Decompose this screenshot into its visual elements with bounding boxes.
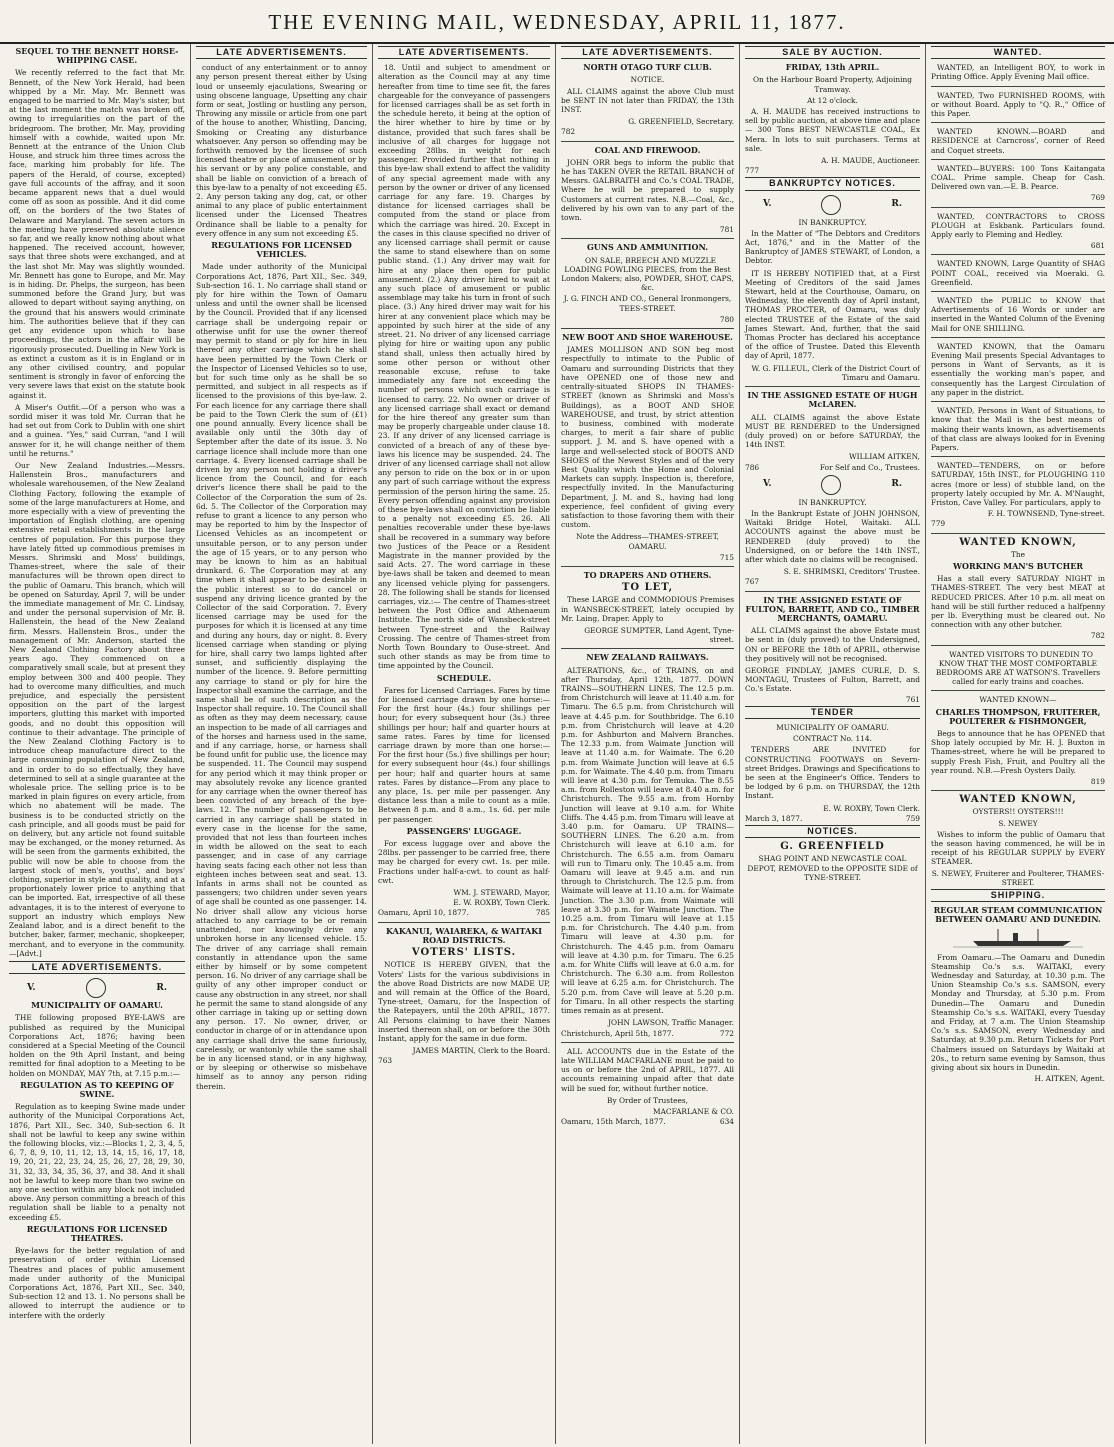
- steamship-icon: [943, 928, 1093, 950]
- wanted-ad: WANTED KNOWN, that the Oamaru Evening Mail presents Special Advantages to persons in Want of Servants, as it is essentially the working man's paper, and consequently has the Largest Circulation of any paper in the district.: [931, 341, 1105, 397]
- ad-title: NEW BOOT AND SHOE WAREHOUSE.: [562, 332, 733, 343]
- royal-crest: [745, 195, 920, 215]
- notice-date: March 3, 1877. 759: [745, 813, 920, 823]
- ad-number: 772: [719, 1028, 734, 1038]
- article-paragraph: Our New Zealand Industries.—Messrs. Hallenstein Bros., manufacturers and wholesale warehousemen, of the New Zealand Clothing Factory, following the example of some of the large manufacturers at Home, and more especially with a view of preventing the importation of English clothing, are opening extensive retail establishments in the large centres of population. For this purpose they have lately fitted up commodious premises in Messrs. Shrimski and Moss' buildings, Thames-street, where the sale of their manufactures will be thrown open direct to the public of Oamaru. This branch, which will be opened on Saturday, April 7, will be under the immediate management of Mr. C. Lindsay, and under the personal supervision of Mr. B. Hallenstein, the head of the New Zealand firm. Messrs. Hallenstein Bros., under the management of Mr. Anderson, started the New Zealand Clothing Factory about three years ago. They commenced on a comparatively small scale, but at present they employ between 300 and 400 people. They had to overcome many difficulties, and much prejudice, and especially the persistent opposition on the part of the largest importers, glutting this market with imported goods, and no doubt this opposition will continue to their advantage. The principle of the New Zealand Clothing Factory is to introduce cheap manufacture direct to the large consuming population of New Zealand, and in order to do so effectually, they have determined to sell at a single guarantee at the wholesale price. The selling price is to be marked in plain figures on every article, from which no abatement will be made. The business is to be conducted strictly on the cash principle, and all goods must be paid for on delivery, but any article not found suitable may be exchanged, or the money returned. As will be seen from the garments exhibited, the public will now be able to choose from the largest stock of men's, youths', and boys' clothing, superior in style and quality, and at a proportionately lower price to anything that can be imported. Eat, irrespective of all these advantages, it is to the interest of everyone to support an industry which employs New Zealand labor, and is a direct benefit to the butcher, baker, farmer, mechanic, shopkeeper, merchant, and to everyone in the community.—[Advt.]: [9, 460, 185, 958]
- column-6: [926, 44, 1110, 1444]
- notice-title: IN THE ASSIGNED ESTATE OF HUGH McLAREN.: [747, 390, 918, 410]
- notice-text: In the Bankrupt Estate of JOHN JOHNSON, Waitaki Bridge Hotel, Waitaki. ALL ACCOUNTS against the above must be RENDERED (duly proved) to the Undersigned, on or before the 14th INST., after which date no claims will be recognised.: [745, 508, 920, 564]
- vr-right: R.: [891, 199, 902, 210]
- ad-number: 779: [931, 519, 946, 529]
- masthead: [0, 0, 1114, 44]
- ad-subtitle: NOTICE.: [630, 75, 665, 85]
- ad-number: 781: [719, 225, 734, 235]
- ad-title: WANTED KNOWN—: [979, 695, 1057, 705]
- vr-left: V.: [763, 479, 772, 490]
- ad-number: 777: [745, 166, 760, 176]
- ad-text: JAMES MOLLISON AND SON beg most respectfully to intimate to the Public of Oamaru and surrounding Districts that they have OPENED one of those new and centrally-situated SHOPS IN THAMES-STREET (known as Shrimski and Moss's Buildings), as a BOOT AND SHOE WAREHOUSE, and trust, by strict attention to business, combined with moderate charges, to merit a fair share of public support. J. M. and S. have opened with a large and well-selected stock of BOOTS AND SHOES of the Newest Styles and of the very Best Quality which the Home and Colonial Markets can supply. Inspection is, therefore, respectfully invited. In the Manufacturing Department, J. M. and S., having had long experience, feel confident of giving every satisfaction to those favoring them with their custom.: [561, 345, 734, 530]
- ad-title: G. GREENFIELD: [780, 841, 885, 853]
- notice-text: Made under authority of the Municipal Corporations Act, 1876, Part XII., Sec. 349, Sub-section 16. 1. No carriage shall stand or ply for hire within the Town of Oamaru unless and until the owner shall be licensed by the Council. Provided that if any licensed carriage shall be undergoing repair or otherwise unfit for use the owner thereof may permit to stand or ply for hire in lieu thereof any other carriage which he shall have been permitted by the Town Clerk or the Inspector of Licensed Vehicles so to use, but for such time only as he shall be so permitted, and subject in all respects as if licensed to the provisions of this bye-law. 2. For each licence for any carriage there shall be paid to the Town Clerk the sum of (£1) one pound annually. Every licence shall be available only until the 30th day of September after the date of its issue. 3. No carriage licence shall include more than one carriage. 4. Every licensed carriage shall be driven by any person not holding a driver's licence from the Council, and for each driver's licence there shall be paid to the Collector of the Corporation the sum of 2s. 6d. 5. The Collector of the Corporation may refuse to grant a licence to any person who may be reported to him by the Inspector of Licensed Vehicles as an incompetent or unsuitable person, or to any person under the age of 15 years, or to any person who may be known to him as an habitual drunkard. 6. The Corporation may at any time when it shall appear to be desirable in the public interest so to do cancel or suspend any driving licence granted by the Collector of the said Corporation. 7. Every licensed carriage may be used for the purposes for which it is licensed at any time and during any hours, day or night. 8. Every licensed carriage when standing or plying for hire, shall carry two lamps lighted after sunset, and sufficiently displaying the number of the licence. 9. Before permitting any carriage to stand or ply for hire the Inspector shall examine the carriage, and the same shall be of such description as the Inspector shall require. 10. The Council shall as often as they may deem necessary, cause an inspection to be made of all carriages and of the horses and harness used in the same, and if any carriage, horse, or harness shall be found unfit for public use, the licence may be suspended. 11. The Council may suspend for any period which it may think proper or may absolutely revoke any licence granted for any carriage when the owner thereof has been convicted of any breach of the bye-laws. 12. The number of passengers to be carried in any carriage shall be stated in every case in the license for the same, provided that not less than fourteen inches in width be allowed on the seat to each passenger, and in case of any carriage having seats facing each other not less than eighteen inches between seat and seat. 13. Infants in arms shall not be counted as passengers; two children under seven years of age shall be counted as one passenger. 14. No driver shall allow any vicious horse attached to any carriage to be or remain unattended, nor knowingly drive any unbroken horse in any licensed vehicle. 15. The driver of any carriage shall remain constantly in attendance upon the same either by himself or by some competent person. 16. No driver of any carriage shall be guilty of any other improper conduct or cause any obstruction in any street, nor shall he permit the same to stand alongside of any other carriage in taking up or setting down any person. 17. No owner, driver, or conductor in charge of or in attendance upon any carriage shall drive the same furiously, carelessly, or wantonly while the same shall be in any licensed stand, or in any highway, or by sleeping or otherwise so misbehave himself as to annoy any person riding therein.: [196, 262, 367, 1091]
- ad-number: 681: [1090, 241, 1105, 251]
- article-title: SEQUEL TO THE BENNETT HORSE-WHIPPING CASE.: [15, 46, 179, 66]
- notice-title: REGULATION AS TO KEEPING OF SWINE.: [20, 1079, 174, 1099]
- ad-title: NEW ZEALAND RAILWAYS.: [586, 652, 709, 663]
- wanted-ad: WANTED VISITORS TO DUNEDIN TO KNOW THAT THE MOST COMFORTABLE BEDROOMS ARE AT WATSON'S. Travellers called for early trains and coaches.: [935, 649, 1101, 687]
- signature-role: 786 For Self and Co., Trustees.: [745, 462, 920, 472]
- notice-title: MUNICIPALITY OF OAMARU.: [31, 1000, 163, 1011]
- vr-right: R.: [891, 479, 902, 490]
- notice-title: KAKANUI, WAIAREKA, & WAITAKI ROAD DISTRICTS.: [386, 925, 542, 945]
- ad-number: 786: [745, 462, 760, 472]
- section-header: NOTICES.: [745, 825, 920, 838]
- article-paragraph: We recently referred to the fact that Mr. Bennett, of the New York Herald, had been whipped by a Mr. May. Mr. Bennett was engaged to be married to Mr. May's sister, but at the last moment the match was broken off, owing to irregularities on the part of the bridegroom. The brother, Mr. May, providing himself with a cowhide, waited upon Mr. Bennett at the entrance of the Union Club House, and struck him three times across the face, marking him probably for life. The papers of the Herald, of course, excepted) gave full accounts of the affray, and it soon became apparent news that a duel would come off as soon as possible. And it did come off, on the borders of the two States of Delaware and Maryland. The seven actors in the meeting have preserved absolute silence so far, and we really know nothing about what happened. The received account, however, says that three shots were exchanged, and at the last shot Mr. May was slightly wounded. Mr. Bennett has gone to Europe, and Mr. May is in hiding. Dr. Phelps, the surgeon, has been summoned before the Grand Jury, but was allowed to depart without saying anything, on the ground that his answers would criminate him. The authorities believe that if they can get any evidence upon which to base proceedings, the actors in the affair will be rigorously prosecuted. Duelling in New York is as extinct a custom as it is in England or in any other civilised country, and popular sentiment is strongly in favor of enforcing the very severe laws that exist on the statute book against it.: [9, 68, 185, 400]
- wanted-ad: Begs to announce that he has OPENED that Shop lately occupied by Mr. H. J. Buxton in Thames-street, where he will be prepared to supply Fresh Fish, Fruit, and Poultry all the year round. N.B.—Fresh Oysters Daily.: [931, 728, 1105, 775]
- column-5: [740, 44, 926, 1444]
- section-header: SHIPPING.: [931, 889, 1105, 902]
- ad-number: 782: [561, 127, 576, 137]
- ad-number: 780: [719, 314, 734, 324]
- wanted-ad: WANTED, an Intelligent BOY, to work in Printing Office. Apply Evening Mail office.: [931, 63, 1105, 82]
- signature: G. GREENFIELD, Secretary.: [628, 117, 734, 127]
- wanted-ad: WANTED the PUBLIC to KNOW that Advertisements of 16 Words or under are inserted in the Wanted Column of the Evening Mail for ONE SHILLING.: [931, 296, 1105, 333]
- notice-date: Oamaru, 15th March, 1877. 634: [561, 1117, 734, 1127]
- ad-title: FRIDAY, 13th APRIL.: [785, 62, 880, 73]
- notice-title: IN BANKRUPTCY.: [798, 217, 867, 227]
- signature: MACFARLANE & CO.: [653, 1106, 734, 1116]
- masthead-title: THE EVENING MAIL, WEDNESDAY, APRIL 11, 1877.: [268, 10, 846, 34]
- section-header: WANTED.: [931, 46, 1105, 59]
- ad-title: GUNS AND AMMUNITION.: [586, 242, 709, 253]
- ad-subtitle: The: [1010, 549, 1026, 559]
- signature: S. E. SHRIMSKI, Creditors' Trustee.: [783, 567, 920, 577]
- section-header: LATE ADVERTISEMENTS.: [9, 961, 185, 974]
- signature: E. W. ROXBY, Town Clerk.: [453, 898, 550, 908]
- vr-right: R.: [156, 982, 167, 993]
- column-3: [373, 44, 556, 1444]
- notice-text: Fares for Licensed Carriages. Fares by time for licensed carriage drawn by one horse:— For the first hour (4s.) four shillings per hour; for every subsequent hour (3s.) three shillings per hour; half and quarter hours at same rates. Fares by time for licensed carriage drawn by more than one horse:— For the first hour (5s.) five shillings per hour; for every subsequent hour (4s.) four shillings per hour; half and quarter hours at same rates. Fares by distance—From any place to any place, 1s. per mile per passenger. Any distance less than a mile to count as a mile. Between 8 p.m. and 8 a.m., 1s. 6d. per mile per passenger.: [378, 685, 550, 824]
- ad-number: 785: [535, 908, 550, 918]
- ad-number: 759: [905, 813, 920, 823]
- ad-text: ALL CLAIMS against the above Club must be SENT IN not later than FRIDAY, the 13th INST.: [561, 86, 734, 115]
- wanted-ad: WANTED—BUYERS: 100 Tons Kaitangata COAL. Prime sample. Cheap for Cash. Delivered own van.—E. B. Pearce.: [931, 163, 1105, 192]
- signature: F. H. TOWNSEND, Tyne-street.: [987, 509, 1105, 519]
- signature: J. G. FINCH AND CO., General Ironmongers, TEES-STREET.: [563, 294, 732, 313]
- ad-subtitle: At 12 o'clock.: [807, 95, 858, 105]
- signature: JOHN LAWSON, Traffic Manager.: [608, 1018, 734, 1028]
- ad-title: REGULAR STEAM COMMUNICATION BETWEEN OAMARU AND DUNEDIN.: [933, 905, 1103, 925]
- ad-subtitle: CHARLES THOMPSON, FRUITERER, POULTERER & FISHMONGER,: [935, 706, 1101, 726]
- signature: GEORGE FINDLAY, JAMES CURLE, D. S. MONTAGU, Trustees of Fulton, Barrett, and Co.'s Estate.: [745, 665, 920, 694]
- ad-number: 782: [1090, 631, 1105, 641]
- wanted-ad: Wishes to inform the public of Oamaru that the season having commenced, he will be in receipt of his REGULAR SUPPLY by EVERY STEAMER.: [931, 829, 1105, 867]
- section-header: LATE ADVERTISEMENTS.: [378, 46, 550, 59]
- crest-icon: [821, 475, 841, 495]
- ad-subtitle: TO LET,: [621, 582, 674, 594]
- royal-crest: [745, 475, 920, 495]
- ad-text: These LARGE and COMMODIOUS Premises in WANSBECK-STREET, lately occupied by Mr. Laing, Draper. Apply to: [561, 595, 734, 623]
- ad-text: ALL ACCOUNTS due in the Estate of the late WILLIAM MACFARLANE must be paid to us on or before the 2nd of APRIL, 1877. All accounts remaining unpaid after that date will be sued for, without further notice.: [561, 1046, 734, 1093]
- notice-text: In the Matter of "The Debtors and Creditors Act, 1876," and in the Matter of the Bankruptcy of JAMES STEWART, of London, a Debtor.: [745, 228, 920, 266]
- ad-title: TO DRAPERS AND OTHERS.: [583, 569, 712, 580]
- notice-text: ALL CLAIMS against the above Estate must be sent in (duly proved) to the Undersigned, ON or BEFORE the 18th of APRIL, otherwise they positively will not be recognised.: [745, 626, 920, 663]
- ad-number: 819: [1090, 777, 1105, 786]
- ad-subtitle: S. NEWEY: [998, 818, 1038, 828]
- notice-title: REGULATIONS FOR LICENSED VEHICLES.: [211, 240, 352, 260]
- ad-text: From Oamaru.—The Oamaru and Dunedin Steamship Co.'s s.s. WAITAKI, every Wednesday and Saturday, at 10.30 p.m. The Union Steamship Co.'s s.s. SAMSON, every Monday and Thursday, at 5.30 p.m. From Dunedin—The Oamaru and Dunedin Steamship Co.'s s.s. WAITAKI, every Tuesday and Friday, at 7 a.m. The Union Steamship Co.'s s.s. SAMSON, every Wednesday and Saturday, at 9.30 p.m. Return Tickets for Port Chalmers issued on Saturdays by Waitaki at 20s., to return same evening by Samson, thus giving about six hours in Dunedin.: [931, 952, 1105, 1073]
- ad-text: ON SALE, BREECH AND MUZZLE LOADING FOWLING PIECES, from the Best London Makers; also, POWDER, SHOT, CAPS, &c.: [561, 255, 734, 293]
- notice-text: ALL CLAIMS against the above Estate MUST BE RENDERED to the Undersigned (duly proved) on or before SATURDAY, the 14th INST.: [745, 412, 920, 450]
- ad-title: NORTH OTAGO TURF CLUB.: [583, 62, 712, 73]
- ad-subtitle: OYSTERS!! OYSTERS!!!: [972, 807, 1064, 817]
- ad-text: SHAG POINT AND NEWCASTLE COAL DEPOT, REMOVED to the OPPOSITE SIDE of TYNE-STREET.: [747, 854, 918, 882]
- ad-number: 763: [378, 1056, 393, 1066]
- ad-text: A. H. MAUDE has received instructions to sell by public auction, at above time and place— 300 Tons BEST NEWCASTLE COAL, Ex Mera. In lots to suit purchasers. Terms at sale.: [745, 107, 920, 153]
- wanted-ad: WANTED—TENDERS, on or before SATURDAY, 15th INST., for PLOUGHING 110 acres (more or less) of stubble land, on the property lately occupied by Mr. A. M'Naught, Friston, Cave Valley. For particulars, apply to: [931, 461, 1105, 507]
- signature: WILLIAM AITKEN,: [849, 452, 920, 462]
- ad-address: Note the Address—THAMES-STREET, OAMARU.: [576, 532, 719, 551]
- notice-subtitle: CONTRACT No. 114.: [793, 734, 872, 744]
- ad-number: 767: [745, 577, 760, 587]
- ad-subtitle: By Order of Trustees,: [607, 1095, 688, 1105]
- column-2: [191, 44, 373, 1444]
- article-paragraph: A Miser's Outfit.—Of a person who was a sordid miser it was told Mr. Curran that he had set out from Cork to Dublin with one shirt and a guinea. "Yes," said Curran, "and I will answer for it, he will change neither of them until he returns.": [9, 402, 185, 458]
- notice-title: SCHEDULE.: [436, 672, 492, 683]
- ad-title: COAL AND FIREWOOD.: [594, 144, 701, 155]
- signature: JAMES MARTIN, Clerk to the Board.: [412, 1046, 550, 1056]
- signature: S. NEWEY, Fruiterer and Poulterer, THAMES-STREET.: [931, 868, 1105, 887]
- wanted-ad: Has a stall every SATURDAY NIGHT in THAMES-STREET. The very best MEAT at REDUCED PRICES. After 10 p.m. all meat on hand will be still further reduced a halfpenny per lb. Everything must be cleared out. No connection with any other butcher.: [931, 574, 1105, 630]
- notice-title: IN BANKRUPTCY.: [798, 497, 867, 507]
- ad-number: 715: [719, 552, 734, 562]
- notice-title: VOTERS' LISTS.: [411, 947, 517, 959]
- ad-title: WANTED KNOWN,: [959, 794, 1077, 806]
- notice-text: THE following proposed BYE-LAWS are published as required by the Municipal Corporations Act, 1876; having been considered at a Special Meeting of the Council holden on the 9th April Instant, and being remitted for final adoption to a Meeting to be holden on MONDAY, MAY 7th, at 7.15 p.m.:—: [9, 1013, 185, 1078]
- section-header: LATE ADVERTISEMENTS.: [561, 46, 734, 59]
- notice-date: Christchurch, April 5th, 1877. 772: [561, 1028, 734, 1038]
- vr-left: V.: [763, 199, 772, 210]
- ad-text: ALTERATIONS, &c., of TRAINS, on and after Thursday, April 12th, 1877. DOWN TRAINS—SOUTHERN LINES. The 12.5 p.m. from Christchurch will leave at 11.40 a.m. for Timaru. The 6.5 p.m. from Christchurch will leave at 4.45 p.m. for Southbridge. The 6.10 p.m. from Christchurch will leave at 4.20 p.m. for Ashburton and Malvern Branches. The 12.33 p.m. from Waimate Junction will leave at 11.40 a.m. for Waimate. The 6.20 p.m. from Waimate Junction will leave at 6.5 p.m. for Waimate. The 4.40 p.m. from Timaru will leave at 4.30 p.m. for Temuka. The 8.55 a.m. from Rolleston will leave at 8.40 a.m. for Christchurch. The 9.55 a.m. from Hornby Junction will leave at 9.10 a.m. for White Cliffs. The 4.45 p.m. from Timaru will leave at 3.40 p.m. for Oamaru. UP TRAINS—SOUTHERN LINES. The 6.20 a.m. from Christchurch will leave at 6.10 a.m. for Christchurch. The 6.55 a.m. from Oamaru will run to Timaru only. The 10.45 a.m. from Oamaru will leave at 9.45 a.m. and run through to Christchurch. The 12.5 p.m. from Waimate will leave at 11.10 a.m. for Waimate Junction. The 3.30 p.m. from Waimate will leave at 3.30 p.m. for Waimate Junction. The 10.25 a.m. from Timaru will leave at 1.15 p.m. for Christchurch. The 4.40 p.m. from Timaru will leave at 4.30 p.m. for Christchurch. The 4.45 p.m. from Oamaru will leave at 4.30 p.m. for Timaru. The 6.25 a.m. for White Cliffs will leave at 6.0 a.m. for Christchurch. The 6.30 a.m. from Rolleston will leave at 6.25 a.m. for Christchurch. The 5.20 p.m. from Cave will leave at 5.20 p.m. for Timaru. In all other respects the starting times remain as at present.: [561, 665, 734, 1016]
- notice-title: IN THE ASSIGNED ESTATE OF FULTON, BARRETT, AND CO., TIMBER MERCHANTS, OAMARU.: [745, 594, 920, 623]
- ad-subtitle: WORKING MAN'S BUTCHER: [953, 560, 1083, 571]
- notice-text: IT IS HEREBY NOTIFIED that, at a First Meeting of Creditors of the said James Stewart, held at the Courthouse, Oamaru, on Wednesday, the eleventh day of April instant, THOMAS PROCTER, of Oamaru, was duly elected TRUSTEE of the Estate of the said James Stewart. And, further, that the said Thomas Procter has declared his acceptance of the office of Trustee. Dated this Eleventh day of April, 1877.: [745, 268, 920, 361]
- notice-title: MUNICIPALITY OF OAMARU.: [776, 722, 889, 732]
- notice-text: NOTICE IS HEREBY GIVEN, that the Voters' Lists for the various subdivisions in the above Road Districts are now MADE UP, and will remain at the Office of the Board, Tyne-street, Oamaru, for the Inspection of the Ratepayers, until the 20th APRIL, 1877. All Persons claiming to have their Names inserted thereon shall, on or before the 30th Instant, apply for the same in due form.: [378, 960, 550, 1043]
- signature: W. G. FILLEUL, Clerk of the District Court of Timaru and Oamaru.: [751, 363, 920, 382]
- signature: H. AITKEN, Agent.: [1034, 1074, 1105, 1084]
- notice-title: PASSENGERS' LUGGAGE.: [406, 825, 522, 836]
- wanted-ad: WANTED KNOWN.—BOARD and RESIDENCE at Carncross', corner of Reed and Coquet streets.: [931, 127, 1105, 155]
- royal-crest: [9, 978, 185, 998]
- vr-left: V.: [27, 982, 36, 993]
- wanted-ad: WANTED, Two FURNISHED ROOMS, with or without Board. Apply to "Q. R.," Office of this Paper.: [931, 90, 1105, 119]
- wanted-ad: WANTED, CONTRACTORS to CROSS PLOUGH at Eskbank. Particulars found. Apply early to Fleming and Hedley.: [931, 211, 1105, 240]
- notice-text: TENDERS ARE INVITED for CONSTRUCTING FOOTWAYS on Severn-street Bridges. Drawings and Specifications to be seen at the Engineer's Office. Tenders to be lodged by 6 p.m. on THURSDAY, the 12th Instant.: [745, 745, 920, 801]
- ad-number: 769: [1090, 193, 1105, 203]
- column-1: [4, 44, 191, 1444]
- notice-text: For excess luggage over and above the 28lbs. per passenger to be carried free, there may be charged for every cwt. 1s. per mile. Fractions under half-a-cwt. to count as half-cwt.: [378, 839, 550, 885]
- ad-text: JOHN ORR begs to inform the public that he has TAKEN OVER the RETAIL BRANCH of Messrs. GALBRAITH and Co.'s COAL TRADE, Where he will be prepared to supply Customers at current rates. N.B.—Coal, &c., delivered by his own van to any part of the town.: [561, 157, 734, 223]
- signature: E. W. ROXBY, Town Clerk.: [823, 803, 920, 813]
- wanted-ad: WANTED KNOWN, Large Quantity of SHAG POINT COAL, received via Moeraki. G. Greenfield.: [931, 259, 1105, 287]
- notice-title: REGULATIONS FOR LICENSED THEATRES.: [26, 1223, 168, 1243]
- ad-subtitle: On the Harbour Board Property, Adjoining Tramway.: [753, 75, 912, 94]
- notice-text: Bye-laws for the better regulation of and preservation of order within Licensed Theatres and places of public amusement made under authority of the Municipal Corporations Act, 1876, Part XII., Sec. 340, Sub-section 12 and 13. 1. No persons shall be allowed to interrupt the audience or to interfere with the orderly: [9, 1246, 185, 1320]
- ad-number: 761: [905, 694, 920, 704]
- notice-text: Regulation as to keeping Swine made under authority of the Municipal Corporations Act, 1876, Part XII., Sec. 340, Sub-section 6. It shall not be lawful to keep any swine within the following blocks, viz.:—Blocks 1, 2, 3, 4, 5, 6, 7, 8, 9, 10, 11, 12, 13, 14, 15, 16, 17, 18, 19, 20, 21, 22, 23, 24, 25, 26, 27, 28, 29, 30, 31, 32, 33, 34, 35, 36, 37, and 38. And it shall not be lawful to keep more than two swine on any one section within any block not included above. Any person committing a breach of this regulation shall be liable to a penalty not exceeding £5.: [9, 1102, 185, 1222]
- signature: A. H. MAUDE, Auctioneer.: [821, 156, 920, 166]
- signature: GEORGE SUMPTER, Land Agent, Tyne-street.: [584, 625, 734, 645]
- ad-title: WANTED KNOWN,: [959, 536, 1077, 548]
- section-header: SALE BY AUCTION.: [745, 46, 920, 59]
- ad-number: 634: [719, 1117, 734, 1127]
- page-columns: [4, 44, 1110, 1444]
- wanted-ad: WANTED, Persons in Want of Situations, to know that the Mail is the best means of making their wants known, as advertisements of that class are always looked for in Evening Papers.: [931, 406, 1105, 452]
- notice-date: Oamaru, April 10, 1877. 785: [378, 908, 550, 918]
- notice-text: 18. Until and subject to amendment or alteration as the Council may at any time hereafter from time to time see fit, the fares chargeable for the conveyance of passengers for licensed carriages shall be as set forth in the schedule hereto, it being at the option of the hirer whether to hire by time or by distance, provided that such fares shall be inclusive of all charges for luggage not exceeding 28lbs. in weight for each passenger. Provided further that nothing in this bye-law shall extend to affect the validity of any special agreement made with any person by the owner or driver of any licensed carriage for any fare. 19. Charges by distance for licensed carriages shall be computed from the stand or place from which the carriage was hired. 20. Except in the cases in this clause specified no driver of any licensed carriage shall permit or cause the same to stand elsewhere than on some public stand. (1.) Any driver may wait for hire at any place then open for public amusement. (2.) Any driver hired to wait at any such place of amusement or public assemblage may take his turn in front of such place. (3.) Any hired driver may wait for his hirer at any convenient place which may be appointed by such hirer at the side of any street. 21. No driver of any licensed carriage plying for hire or waiting upon any public stand shall, unless then actually hired by some other person or without other reasonable excuse, refuse to take immediately any fare not exceeding the number of persons which such carriage is licensed to carry. 22. No owner or driver of any licensed carriage shall exact or demand for the hire thereof any greater sum than may be properly chargeable under clause 18. 23. If any driver of any licensed carriage is convicted of a breach of any of these bye-laws his licence may be suspended. 24. The driver of any licensed carriage shall not allow any person to ride on the box or in or upon any part of such carriage without the express permission of the person hiring the same. 25. Every person offending against any provision of these bye-laws shall on conviction be liable to a penalty not exceeding £5. 26. All penalties recoverable under these bye-laws shall be recovered in a summary way before two Justices of the Peace or a Resident Magistrate in the manner provided by the said Acts. 27. The word carriage in these bye-laws shall be taken and deemed to mean any licensed vehicle plying for passengers. 28. The following shall be stands for licensed carriages, viz.:— The centre of Thames-street between the Post Office and Athenaeum Institute. The north side of Wansbeck-street between Tyne-street and the Railway Crossing. The centre of Thames-street from North Town Boundary to Ouse-street. And such other stands as may be from time to time appointed by the Council.: [378, 63, 550, 671]
- notice-text: conduct of any entertainment or to annoy any person present thereat either by Using loud or unseemly ejaculations, Swearing or using obscene language, Upsetting any chair form or seat, Jostling or hustling any person, Throwing any missile or article from one part of the house to another, Whistling, Dancing, Smoking or Creating any disturbance whatsoever. Any person so offending may be forthwith removed by the licensee of such licensed theatre or place of amusement or by his servant or by any police constable, and shall be liable on conviction of a breach of this bye-law to a penalty of not exceeding £5. 2. Any person taking any dog, cat, or other animal to any place of public entertainment licensed under the Licensed Theatres Ordinance shall be liable to a penalty for every offence in any sum not exceeding £5.: [196, 63, 367, 238]
- signature: WM. J. STEWARD, Mayor,: [453, 888, 550, 898]
- crest-icon: [821, 195, 841, 215]
- column-4: [556, 44, 740, 1444]
- section-header: TENDER: [745, 706, 920, 719]
- section-header: LATE ADVERTISEMENTS.: [196, 46, 367, 59]
- section-header: BANKRUPTCY NOTICES.: [745, 177, 920, 190]
- crest-icon: [86, 978, 106, 998]
